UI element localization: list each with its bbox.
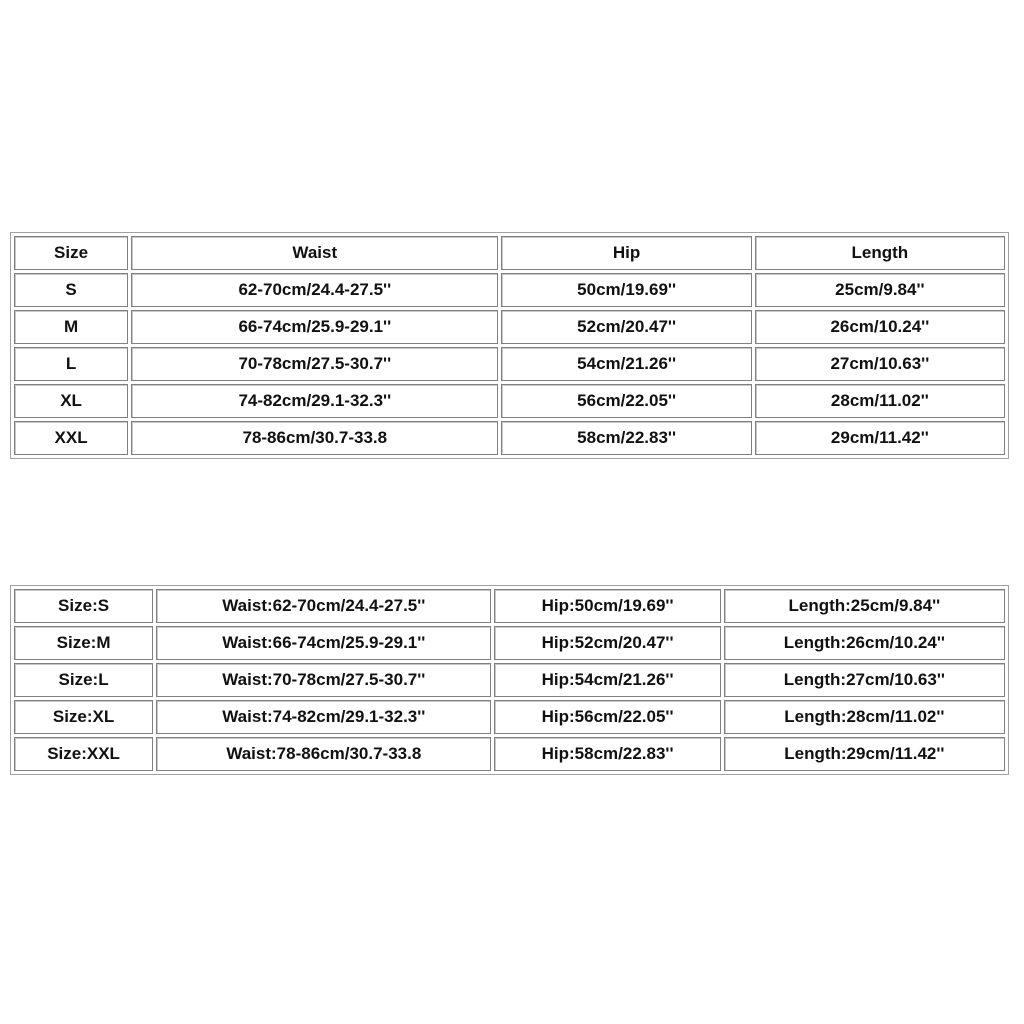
- cell-waist: 78-86cm/30.7-33.8: [131, 421, 498, 455]
- cell-size: Size:L: [14, 663, 153, 697]
- table-row: [14, 384, 1005, 418]
- table-row: [14, 347, 1005, 381]
- cell-length: Length:29cm/11.42'': [724, 737, 1005, 771]
- cell-size: Size:XL: [14, 700, 153, 734]
- cell-waist: 62-70cm/24.4-27.5'': [131, 273, 498, 307]
- cell-length: Length:28cm/11.02'': [724, 700, 1005, 734]
- table-row: [14, 663, 1005, 697]
- cell-hip: Hip:54cm/21.26'': [494, 663, 720, 697]
- table-row: [14, 589, 1005, 623]
- cell-hip: 58cm/22.83'': [501, 421, 751, 455]
- table-row: [14, 421, 1005, 455]
- cell-length: 27cm/10.63'': [755, 347, 1005, 381]
- cell-size: L: [14, 347, 128, 381]
- cell-length: 26cm/10.24'': [755, 310, 1005, 344]
- cell-waist: Waist:66-74cm/25.9-29.1'': [156, 626, 491, 660]
- cell-hip: Hip:52cm/20.47'': [494, 626, 720, 660]
- table-row: [14, 700, 1005, 734]
- cell-waist: Waist:74-82cm/29.1-32.3'': [156, 700, 491, 734]
- cell-length: 29cm/11.42'': [755, 421, 1005, 455]
- cell-length: 25cm/9.84'': [755, 273, 1005, 307]
- header-waist: Waist: [131, 236, 498, 270]
- cell-length: Length:27cm/10.63'': [724, 663, 1005, 697]
- cell-hip: 52cm/20.47'': [501, 310, 751, 344]
- cell-hip: 50cm/19.69'': [501, 273, 751, 307]
- cell-hip: Hip:56cm/22.05'': [494, 700, 720, 734]
- cell-length: 28cm/11.02'': [755, 384, 1005, 418]
- cell-waist: 70-78cm/27.5-30.7'': [131, 347, 498, 381]
- cell-size: Size:XXL: [14, 737, 153, 771]
- header-size: Size: [14, 236, 128, 270]
- header-hip: Hip: [501, 236, 751, 270]
- cell-hip: Hip:58cm/22.83'': [494, 737, 720, 771]
- cell-size: Size:M: [14, 626, 153, 660]
- cell-length: Length:25cm/9.84'': [724, 589, 1005, 623]
- cell-size: S: [14, 273, 128, 307]
- cell-hip: 56cm/22.05'': [501, 384, 751, 418]
- size-chart-table: [10, 232, 1009, 459]
- table-row: [14, 273, 1005, 307]
- header-length: Length: [755, 236, 1005, 270]
- cell-waist: 66-74cm/25.9-29.1'': [131, 310, 498, 344]
- cell-size: Size:S: [14, 589, 153, 623]
- table-row: [14, 310, 1005, 344]
- cell-waist: Waist:62-70cm/24.4-27.5'': [156, 589, 491, 623]
- table-row: [14, 737, 1005, 771]
- cell-waist: Waist:78-86cm/30.7-33.8: [156, 737, 491, 771]
- table-header-row: [14, 236, 1005, 270]
- cell-length: Length:26cm/10.24'': [724, 626, 1005, 660]
- cell-waist: Waist:70-78cm/27.5-30.7'': [156, 663, 491, 697]
- cell-waist: 74-82cm/29.1-32.3'': [131, 384, 498, 418]
- cell-hip: Hip:50cm/19.69'': [494, 589, 720, 623]
- cell-size: XL: [14, 384, 128, 418]
- size-chart-labeled-table: [10, 585, 1009, 775]
- cell-size: M: [14, 310, 128, 344]
- table-row: [14, 626, 1005, 660]
- cell-hip: 54cm/21.26'': [501, 347, 751, 381]
- cell-size: XXL: [14, 421, 128, 455]
